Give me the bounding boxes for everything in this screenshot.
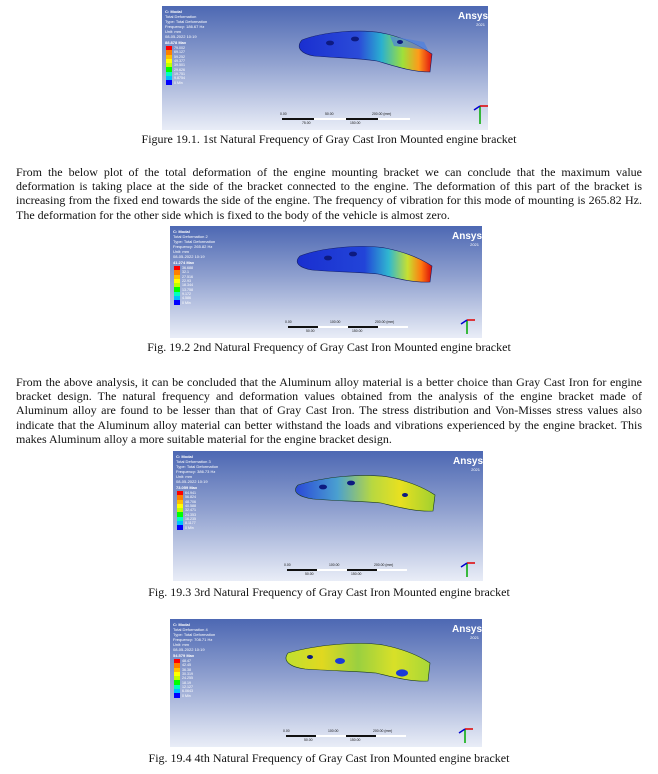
- result-legend: [176, 454, 218, 490]
- ruler-label: 150.00: [351, 572, 362, 576]
- ruler-label: 100.00: [329, 563, 340, 567]
- color-swatch: [177, 525, 183, 529]
- color-scale-value: 48.47: [182, 659, 191, 664]
- legend-line: Total Deformation 3: [176, 459, 211, 464]
- color-scale-value: 27.516: [182, 274, 193, 279]
- ruler-label: 0.00: [280, 112, 287, 116]
- legend-line: Frequency: 186.67 Hz: [165, 24, 205, 29]
- figure-4: [0, 619, 658, 769]
- simulation-viewport-3: [173, 451, 483, 581]
- simulation-viewport-1: [162, 6, 488, 130]
- legend-line: Unit: mm: [176, 474, 192, 479]
- axis-triad-icon: [474, 106, 488, 124]
- legend-line: Type: Total Deformation: [165, 19, 208, 24]
- ruler-label: 150.00: [350, 121, 361, 125]
- color-scale-value: 9.172: [182, 291, 191, 296]
- color-scale-entry: [174, 300, 206, 304]
- color-scale-value: 24.353: [185, 512, 196, 517]
- color-scale-value: 32.471: [185, 508, 196, 513]
- bracket-render-3: [173, 451, 483, 581]
- ansys-logo: Ansys 2021: [457, 11, 488, 27]
- color-scale-value: 0 Min: [182, 693, 191, 698]
- scale-ruler: [282, 118, 410, 120]
- color-scale: [174, 266, 206, 305]
- bracket-render-4: [170, 619, 482, 747]
- scale-ruler: [288, 326, 408, 328]
- color-scale-value: 24.255: [182, 676, 193, 681]
- ruler-label: 200.00 (mm): [373, 729, 393, 733]
- bracket-render-2: [170, 226, 482, 338]
- ruler-label: 50.00: [325, 112, 334, 116]
- legend-line: Total Deformation: [165, 14, 197, 19]
- ruler-label: 200.00 (mm): [375, 320, 395, 324]
- color-scale-value: 56.824: [185, 495, 196, 500]
- color-scale-entry: [174, 693, 206, 697]
- color-scale-value: 18.344: [182, 283, 193, 288]
- color-scale-value: 39.501: [174, 63, 185, 68]
- color-scale-value: 6.0643: [182, 689, 193, 694]
- color-scale-value: 30.319: [182, 672, 193, 677]
- color-scale-value: 36.688: [182, 266, 193, 271]
- legend-line: Total Deformation 2: [173, 234, 208, 239]
- ansys-logo: Ansys 2021: [451, 624, 482, 640]
- legend-line: C: Modal: [173, 622, 190, 627]
- ruler-label: 100.00: [330, 320, 341, 324]
- legend-line: 08-05-2022 10:19: [173, 254, 205, 259]
- ruler-label: 200.00 (mm): [372, 112, 392, 116]
- color-scale: [166, 46, 198, 85]
- color-scale-value: 18.19: [182, 680, 191, 685]
- color-scale-entry: [177, 525, 209, 529]
- color-swatch: [174, 300, 180, 304]
- figure-caption: Fig. 19.3 3rd Natural Frequency of Gray Cast Iron Mounted engine bracket: [148, 585, 510, 599]
- legend-line: Unit: mm: [173, 642, 189, 647]
- color-scale-value: 19.751: [174, 71, 185, 76]
- color-scale-value: 0 Min: [182, 300, 191, 305]
- color-scale-value: 12.127: [182, 684, 193, 689]
- color-scale-value: 69.127: [174, 50, 185, 55]
- simulation-viewport-4: [170, 619, 482, 747]
- figure-2: [0, 226, 658, 356]
- ruler-label: 50.00: [304, 738, 313, 742]
- legend-line: Unit: mm: [165, 29, 181, 34]
- axis-triad-icon: [461, 563, 475, 577]
- color-scale-value: 4.586: [182, 296, 191, 301]
- ruler-label: 0.00: [285, 320, 292, 324]
- legend-line: 08-05-2022 10:19: [176, 479, 208, 484]
- legend-line: 08-05-2022 10:19: [173, 647, 205, 652]
- ruler-label: 75.00: [302, 121, 311, 125]
- result-legend: [165, 9, 207, 45]
- color-scale-value: 49.377: [174, 59, 185, 64]
- ansys-logo: Ansys 2021: [451, 231, 482, 247]
- legend-max: 73.059 Max: [176, 485, 198, 490]
- color-scale-value: 22.93: [182, 279, 191, 284]
- color-scale-value: 42.45: [182, 663, 191, 668]
- color-scale: [174, 659, 206, 698]
- figure-caption: Fig. 19.4 4th Natural Frequency of Gray Cast Iron Mounted engine bracket: [148, 751, 510, 765]
- result-legend: [173, 229, 215, 265]
- result-legend: [173, 622, 215, 658]
- paragraph-2: From the above analysis, it can be concluded that the Aluminum alloy material is a better choice than Gray Cast Iron for engine bracket design. The natural frequency and deformation values obtained from the analysis of the engine bracket made of Aluminum alloy are found to be lesser than that of Gray Cast Iron. The stress distribution and Von-Misses stress values also indicate that the Aluminum alloy material can better withstand the loads and vibrations experienced by the engine bracket. This makes Aluminum alloy a more suitable material for the engine bracket design.: [16, 375, 642, 446]
- legend-line: Frequency: 386.73 Hz: [176, 469, 216, 474]
- ansys-logo: Ansys 2021: [452, 456, 483, 472]
- legend-line: C: Modal: [173, 229, 190, 234]
- legend-line: Total Deformation 4: [173, 627, 208, 632]
- ruler-label: 150.00: [350, 738, 361, 742]
- legend-line: Unit: mm: [173, 249, 189, 254]
- ruler-label: 50.00: [306, 329, 315, 333]
- color-scale-value: 9.8754: [174, 76, 185, 81]
- color-scale-value: 13.758: [182, 287, 193, 292]
- color-scale-value: 8.1177: [185, 521, 196, 526]
- figure-3: [0, 451, 658, 601]
- legend-line: Frequency: 265.82 Hz: [173, 244, 213, 249]
- figure-1: [0, 6, 658, 148]
- legend-line: Type: Total Deformation: [173, 632, 216, 637]
- color-swatch: [166, 80, 172, 84]
- color-scale-value: 79.002: [174, 46, 185, 51]
- color-scale-value: 29.626: [174, 67, 185, 72]
- legend-line: Type: Total Deformation: [176, 464, 219, 469]
- ruler-label: 0.00: [283, 729, 290, 733]
- color-scale-value: 0 Min: [185, 525, 194, 530]
- legend-line: Type: Total Deformation: [173, 239, 216, 244]
- figure-caption: Figure 19.1. 1st Natural Frequency of Gray Cast Iron Mounted engine bracket: [141, 132, 517, 146]
- color-scale-value: 0 Min: [174, 80, 183, 85]
- color-scale-value: 36.38: [182, 667, 191, 672]
- legend-line: C: Modal: [176, 454, 193, 459]
- color-scale-entry: [166, 80, 198, 84]
- color-scale-value: 59.252: [174, 54, 185, 59]
- legend-line: 08-05-2022 10:19: [165, 34, 197, 39]
- color-scale: [177, 491, 209, 530]
- color-scale-value: 64.941: [185, 491, 196, 496]
- figure-caption: Fig. 19.2 2nd Natural Frequency of Gray Cast Iron Mounted engine bracket: [147, 340, 511, 354]
- scale-ruler: [286, 735, 406, 737]
- color-swatch: [174, 693, 180, 697]
- color-scale-value: 16.235: [185, 516, 196, 521]
- legend-max: 54.579 Max: [173, 653, 195, 658]
- paragraph-1: From the below plot of the total deformation of the engine mounting bracket we can conclude that the maximum value deformation is taking place at the side of the bracket connected to the engine. The deformation of this part of the bracket is increasing from the fixed end towards the side of the engine. The frequency of vibration for this mode of mounting is 265.82 Hz. The deformation for the other side which is fixed to the body of the vehicle is almost zero.: [16, 165, 642, 222]
- legend-max: 41.274 Max: [173, 260, 195, 265]
- axis-triad-icon: [459, 729, 473, 743]
- ruler-label: 50.00: [305, 572, 314, 576]
- axis-triad-icon: [461, 320, 475, 334]
- color-scale-value: 40.588: [185, 504, 196, 509]
- ruler-label: 100.00: [328, 729, 339, 733]
- legend-max: 88.878 Max: [165, 40, 187, 45]
- ruler-label: 200.00 (mm): [374, 563, 394, 567]
- simulation-viewport-2: [170, 226, 482, 338]
- scale-ruler: [287, 569, 407, 571]
- legend-line: Frequency: 708.71 Hz: [173, 637, 213, 642]
- legend-line: C: Modal: [165, 9, 182, 14]
- color-scale-value: 48.706: [185, 499, 196, 504]
- ruler-label: 0.00: [284, 563, 291, 567]
- color-scale-value: 32.1: [182, 270, 189, 275]
- ruler-label: 150.00: [352, 329, 363, 333]
